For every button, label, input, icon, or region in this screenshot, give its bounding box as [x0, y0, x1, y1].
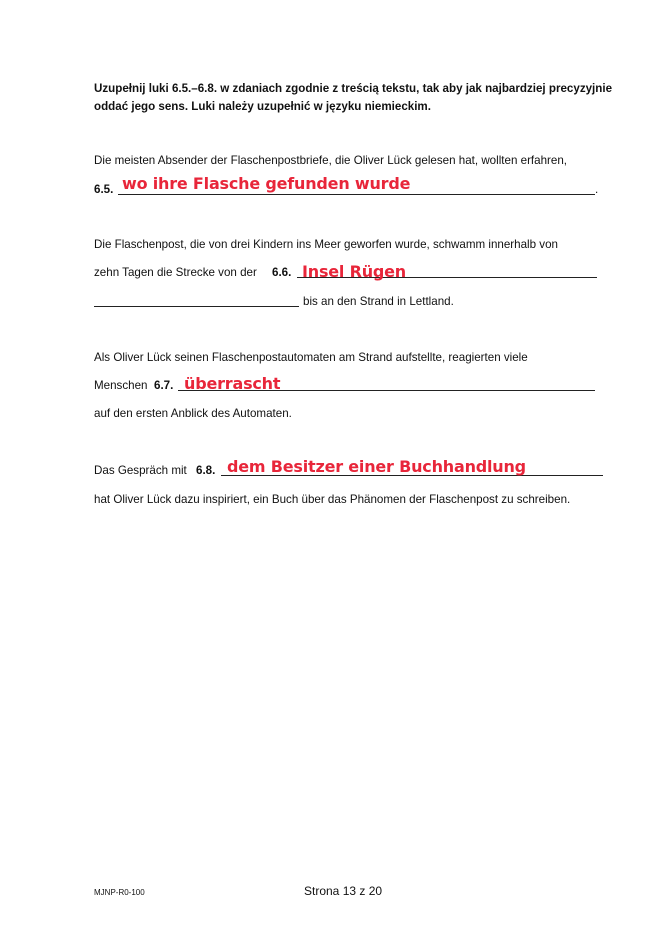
q67-answer[interactable]: überrascht [184, 374, 281, 393]
q67-text-before: Menschen [94, 379, 148, 392]
q68-number: 6.8. [196, 464, 216, 477]
q65-text-after: . [595, 183, 599, 196]
q66-answer-line-continued [94, 306, 299, 307]
q66-text-line1: Die Flaschenpost, die von drei Kindern ins Meer geworfen wurde, schwamm innerhalb von [94, 238, 558, 251]
q65-answer-line [118, 194, 595, 195]
q65-number: 6.5. [94, 183, 114, 196]
q67-text-after: auf den ersten Anblick des Automaten. [94, 407, 292, 420]
q66-number: 6.6. [272, 266, 292, 279]
q68-answer[interactable]: dem Besitzer einer Buchhandlung [227, 457, 526, 476]
q68-text-before: Das Gespräch mit [94, 464, 187, 477]
task-instruction: Uzupełnij luki 6.5.–6.8. w zdaniach zgodnie z treścią tekstu, tak aby jak najbardziej precyzyjnie oddać jego sens. Luki należy uzupełnić w języku niemieckim. [94, 82, 613, 113]
q68-text-after: hat Oliver Lück dazu inspiriert, ein Buch über das Phänomen der Flaschenpost zu schreiben. [94, 493, 571, 506]
q66-text-after: bis an den Strand in Lettland. [303, 295, 454, 308]
q66-answer[interactable]: Insel Rügen [302, 262, 406, 281]
q65-text-before: Die meisten Absender der Flaschenpostbriefe, die Oliver Lück gelesen hat, wollten erfahren, [94, 154, 568, 167]
footer-page-number: Strona 13 z 20 [304, 884, 383, 898]
q65-answer[interactable]: wo ihre Flasche gefunden wurde [122, 174, 411, 193]
footer-exam-code: MJNP-R0-100 [94, 888, 145, 897]
q67-number: 6.7. [154, 379, 174, 392]
q66-text-before: zehn Tagen die Strecke von der [94, 266, 257, 279]
q67-text-line1: Als Oliver Lück seinen Flaschenpostautomaten am Strand aufstellte, reagierten viele [94, 351, 528, 364]
